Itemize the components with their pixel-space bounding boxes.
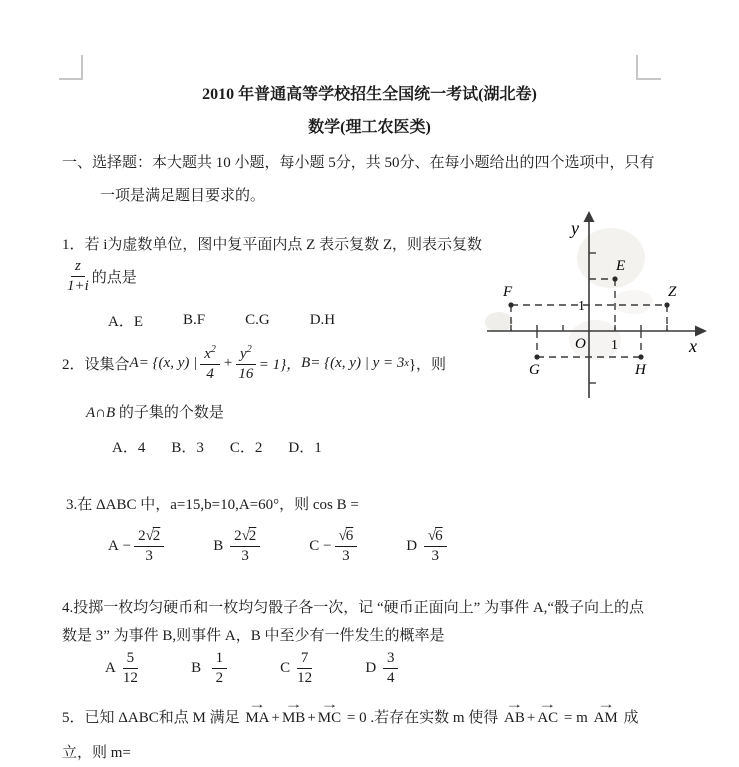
sqrt-icon: √: [427, 528, 436, 544]
vector-AB: → AB: [504, 710, 525, 727]
complex-plane-diagram: [483, 210, 735, 407]
question-2-options: [112, 436, 322, 457]
question-4-text-line2: 数是 3” 为事件 B,则事件 A，B 中至少有一件发生的概率是: [62, 628, 445, 644]
fraction-z-over-1-plus-i: $\frac{z}{1+i}$: [67, 258, 89, 295]
page-corner-mark-left: [59, 55, 83, 80]
y-tick-1-label: 1: [578, 299, 585, 314]
option-c: C − $\frac{√6}{3}$: [309, 528, 360, 566]
option-a: A．4: [112, 440, 146, 456]
vector-AC: → AC: [537, 710, 558, 727]
page-title: 2010 年普通高等学校招生全国统一考试(湖北卷): [202, 86, 537, 103]
option-c: C $\frac{7}{12}$: [280, 650, 313, 687]
fraction-sqrt6-over-3: $\frac{√6}{3}$: [424, 528, 447, 566]
question-5-text: 5．已知 ΔABC和点 M 满足 → MA + → MB + → MC = 0 .若存在实数 m 使得 → AB + → AC = m → AM 成: [62, 697, 639, 726]
question-3-options: [108, 528, 450, 566]
point-F: [508, 302, 513, 307]
sqrt-icon: √: [241, 528, 249, 544]
option-c: C．2: [229, 440, 263, 456]
vector-AM: → AM: [594, 710, 618, 727]
question-1-suffix: 的点是: [91, 270, 137, 287]
option-d: D.H: [309, 312, 336, 328]
fraction-x2-over-4: $\frac{x^2}{4}$: [200, 344, 220, 384]
origin-label: O: [575, 336, 586, 352]
point-G: [534, 354, 539, 359]
option-a: A − $\frac{2√2}{3}$: [108, 528, 167, 566]
option-c: C.G: [245, 312, 270, 328]
vector-MA: → MA: [245, 710, 269, 727]
page-corner-mark-right: [636, 55, 661, 80]
section-instructions-line2: 一项是满足题目要求的。: [100, 188, 266, 204]
point-H: [638, 354, 643, 359]
option-d: D $\frac{3}{4}$: [365, 650, 401, 688]
vector-arrow-icon: →: [320, 697, 339, 711]
label-G: G: [529, 362, 540, 378]
option-a: A．E: [108, 314, 143, 330]
vector-arrow-icon: →: [284, 697, 303, 711]
fraction-2sqrt2-over-3: $\frac{2√2}{3}$: [230, 528, 260, 566]
y-axis-arrow: [584, 211, 595, 222]
fraction-3-over-4: $\frac{3}{4}$: [383, 650, 399, 688]
label-Z: Z: [668, 284, 677, 300]
label-H: H: [635, 362, 646, 378]
question-1-formula: [64, 258, 137, 296]
question-1-options: [108, 310, 335, 331]
option-b: B．3: [171, 440, 204, 456]
vector-arrow-icon: →: [596, 697, 615, 711]
vector-arrow-icon: →: [248, 697, 267, 711]
label-E: E: [616, 258, 626, 274]
page-subtitle: 数学(理工农医类): [308, 119, 431, 136]
option-d: D $\frac{√6}{3}$: [406, 528, 449, 566]
question-4-options: [105, 650, 401, 688]
question-2-text: 2．设集合 A = {(x, y) | $\frac{x^2}{4}$ + $\frac{y^2}{16}$ = 1}， B = {(x, y) | y = 3 x }，则: [62, 344, 447, 383]
vector-MC: → MC: [318, 710, 341, 727]
x-tick-1-label: 1: [611, 338, 618, 353]
point-Z: [664, 302, 669, 307]
fraction-7-over-12: $\frac{7}{12}$: [297, 650, 313, 687]
x-axis-label: x: [689, 336, 697, 356]
question-5-line2: 立，则 m=: [62, 745, 131, 761]
vector-arrow-icon: →: [505, 697, 524, 711]
sqrt-icon: √: [145, 528, 153, 544]
question-3-text: 3.在 ΔABC 中，a=15,b=10,A=60°，则 cos B =: [66, 497, 359, 513]
point-E: [612, 276, 617, 281]
option-b: B $\frac{1}{2}$: [191, 650, 230, 688]
question-4-text-line1: 4.投掷一枚均匀硬币和一枚均匀骰子各一次，记 “硬币正面向上” 为事件 A,“骰子向上的点: [62, 600, 645, 616]
question-1-text: 1．若 i为虚数单位，图中复平面内点 Z 表示复数 Z，则表示复数: [62, 237, 482, 253]
x-axis-arrow: [695, 326, 707, 337]
y-axis-label: y: [571, 218, 579, 238]
option-a: A $\frac{5}{12}$: [105, 650, 138, 687]
question-2-line2: A∩B 的子集的个数是: [86, 405, 224, 421]
option-b: B.F: [183, 312, 206, 328]
fraction-y2-over-16: $\frac{y^2}{16}$: [236, 344, 256, 384]
vector-arrow-icon: →: [538, 697, 557, 711]
fraction-sqrt6-over-3: $\frac{√6}{3}$: [335, 528, 358, 566]
option-b: B $\frac{2√2}{3}$: [213, 528, 263, 566]
label-F: F: [503, 284, 513, 300]
fraction-2sqrt2-over-3: $\frac{2√2}{3}$: [134, 528, 164, 566]
vector-MB: → MB: [282, 710, 305, 727]
section-instructions-line1: 一、选择题：本大题共 10 小题，每小题 5分，共 50分、在每小题给出的四个选项中，只有: [62, 155, 655, 171]
option-d: D．1: [288, 440, 322, 456]
fraction-5-over-12: $\frac{5}{12}$: [122, 650, 138, 687]
fraction-1-over-2: $\frac{1}{2}$: [212, 650, 228, 688]
sqrt-icon: √: [338, 528, 346, 544]
